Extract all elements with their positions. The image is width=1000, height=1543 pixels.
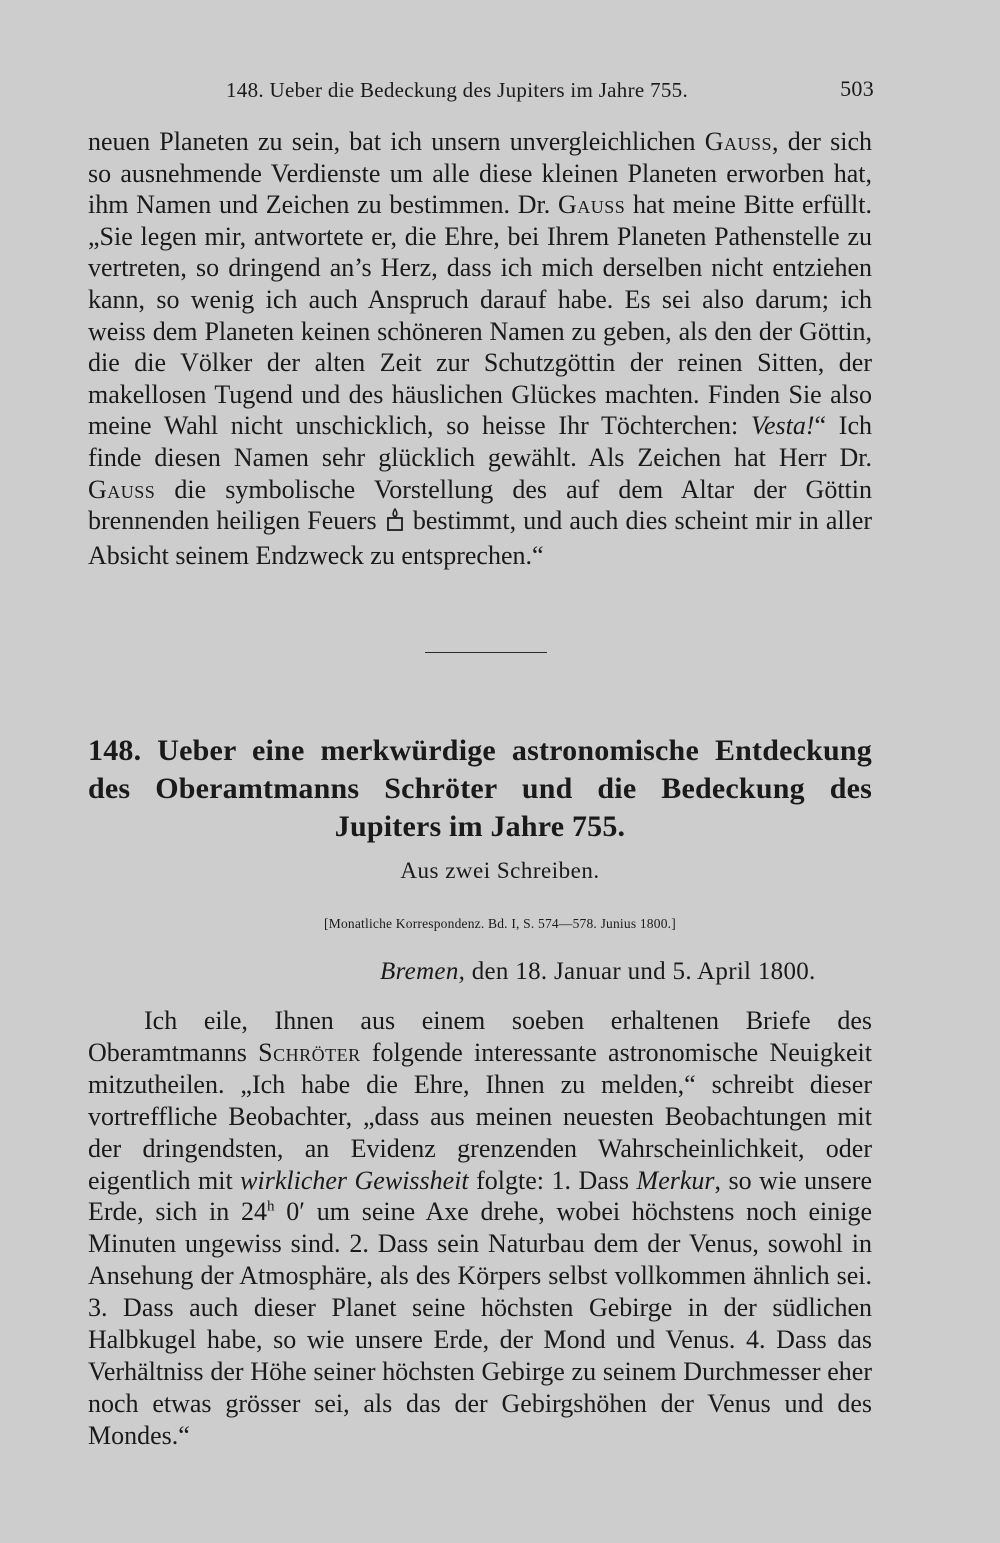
text-run: folgte: 1. Dass [468, 1165, 637, 1195]
paragraph-schroeter [88, 1005, 872, 1452]
running-head [88, 72, 874, 108]
text-run: “ Ich finde diesen Namen sehr glücklich gewählt. Als Zeichen hat Herr Dr. [88, 411, 873, 472]
text-run: 0′ um seine Axe drehe, wobei höchstens noch einige Minuten ungewiss sind. 2. Dass sein Naturbau dem der Venus, sowohl in Ansehung der Atmosphäre, als des Körpers selbst vollkommen ähnlich sei. 3. Dass auch dieser Planet seine höchsten Gebirge in der südlichen Halbkugel habe, so wie unsere Erde, der Mond und Venus. 4. Dass das Verhältniss der Höhe seiner höchsten Gebirge zu seinem Durchmesser eher noch etwas grösser sei, als das der Gebirgshöhen der Venus und des Mondes.“ [88, 1197, 873, 1450]
hour-superscript: h [267, 1198, 275, 1215]
text-run: die symbolische Vorstellung des auf dem Altar der Göttin brennenden heiligen Feuers [88, 474, 872, 536]
section-subheading: Aus zwei Schreiben. [400, 858, 600, 883]
author-name-gauss: Gauss [704, 127, 773, 156]
letter-continuation [88, 126, 872, 571]
italic-vesta: Vesta! [750, 411, 815, 441]
section-divider [425, 652, 547, 653]
source-citation: [Monatliche Korrespondenz. Bd. I, S. 574—578. Junius 1800.] [324, 916, 676, 931]
author-name-gauss: Gauss [88, 474, 156, 504]
text-run: bestimmt, und auch dies scheint mir in aller Absicht seinem Endzweck zu entsprechen.“ [88, 506, 873, 570]
page-number: 503 [840, 76, 874, 101]
text-run: , so wie unsere Erde, sich in 24 [88, 1165, 873, 1227]
italic-phrase: wirklicher Gewissheit [240, 1165, 469, 1195]
text-run: , der sich so ausnehmende Verdienste um alle diese kleinen Planeten erworben hat, ihm Namen und Zeichen zu bestimmen. Dr. [88, 127, 872, 220]
running-title: 148. Ueber die Bedeckung des Jupiters im Jahre 755. [226, 78, 689, 102]
dateline [380, 958, 816, 986]
text-run: neuen Planeten zu sein, bat ich unsern unvergleichlichen [88, 127, 705, 156]
italic-merkur: Merkur [636, 1165, 715, 1195]
text-run: folgende interessante astronomische Neuigkeit mitzutheilen. „Ich habe die Ehre, Ihnen zu melden,“ schreibt dieser vortreffliche Beobachter, „dass aus meinen neuesten Beobachtungen mit der dringendsten, an Evidenz grenzenden Wahrscheinlichkeit, oder eigentlich mit [88, 1037, 873, 1195]
text-run: Ich eile, Ihnen aus einem soeben erhaltenen Briefe des Oberamtmanns [88, 1006, 872, 1067]
dateline-date: den 18. Januar und 5. April 1800. [465, 958, 816, 985]
author-name-schroeter: Schröter [258, 1037, 361, 1067]
text-run: hat meine Bitte erfüllt. „Sie legen mir, antwortete er, die Ehre, bei Ihrem Planeten Pathenstelle zu vertreten, so dringend an’s Herz, dass ich mich derselben nicht entziehen kann, so wenig ich auch Anspruch darauf habe. Es sei also darum; ich weiss dem Planeten keinen schöneren Namen zu geben, als den der Göttin, die die Völker der alten Zeit zur Schutzgöttin der reinen Sitten, der makellosen Tugend und des häuslichen Glückes machten. Finden Sie also meine Wahl nicht unschicklich, so heisse Ihr Töchterchen: [88, 190, 872, 441]
dateline-place: Bremen, [380, 958, 466, 985]
author-name-gauss: Gauss [557, 190, 626, 220]
section-heading: 148. Ueber eine merkwürdige astronomische Entdeckung des Oberamtmanns Schröter und die Bedeckung des Jupiters im Jahre 755. [88, 734, 872, 843]
letter-body [88, 1005, 872, 1452]
vesta-symbol-icon [386, 508, 404, 540]
paragraph-gauss-vesta [88, 126, 872, 571]
